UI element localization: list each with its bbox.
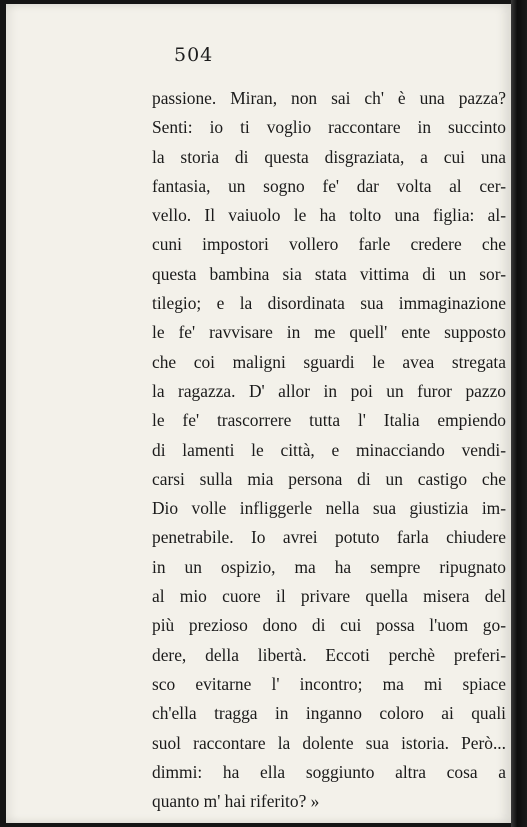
text-line: la storia di questa disgraziata, a cui una <box>152 146 506 167</box>
text-line: vello. Il vaiuolo le ha tolto una figlia: al- <box>152 205 506 226</box>
text-line: le fe' ravvisare in me quell' ente supposto <box>152 322 506 343</box>
text-line: cuni impostori vollero farle credere che <box>152 234 506 255</box>
text-line: quanto m' hai riferito? » <box>152 791 320 812</box>
body-text <box>152 84 506 816</box>
text-line: in un ospizio, ma ha sempre ripugnato <box>152 556 506 577</box>
text-line: le fe' trascorrere tutta l' Italia empiendo <box>152 410 506 431</box>
text-line: che coi maligni sguardi le avea stregata <box>152 351 506 372</box>
text-line: al mio cuore il privare quella misera del <box>152 586 506 607</box>
text-line: questa bambina sia stata vittima di un sor- <box>152 263 506 284</box>
book-edge <box>511 0 527 827</box>
text-line: tilegio; e la disordinata sua immaginazione <box>152 293 506 314</box>
text-line: fantasia, un sogno fe' dar volta al cer- <box>152 175 506 196</box>
text-line: sco evitarne l' incontro; ma mi spiace <box>152 673 506 694</box>
text-line: la ragazza. D' allor in poi un furor pazzo <box>152 380 506 401</box>
text-line: carsi sulla mia persona di un castigo che <box>152 468 506 489</box>
text-line: Senti: io ti voglio raccontare in succinto <box>152 117 506 138</box>
text-line: di lamenti le città, e minacciando vendi- <box>152 439 506 460</box>
text-line: dimmi: ha ella soggiunto altra cosa a <box>152 761 506 782</box>
text-line: Dio volle infliggerle nella sua giustizia im- <box>152 498 506 519</box>
text-line: passione. Miran, non sai ch' è una pazza? <box>152 88 506 108</box>
text-line: suol raccontare la dolente sua istoria. Però... <box>152 732 506 753</box>
book-page <box>6 4 511 823</box>
page-number: 504 <box>174 44 214 66</box>
text-line: dere, della libertà. Eccoti perchè preferi- <box>152 644 506 665</box>
text-line: penetrabile. Io avrei potuto farla chiudere <box>152 527 506 548</box>
text-line: più prezioso dono di cui possa l'uom go- <box>152 615 506 636</box>
text-line: ch'ella tragga in inganno coloro ai quali <box>152 703 506 724</box>
